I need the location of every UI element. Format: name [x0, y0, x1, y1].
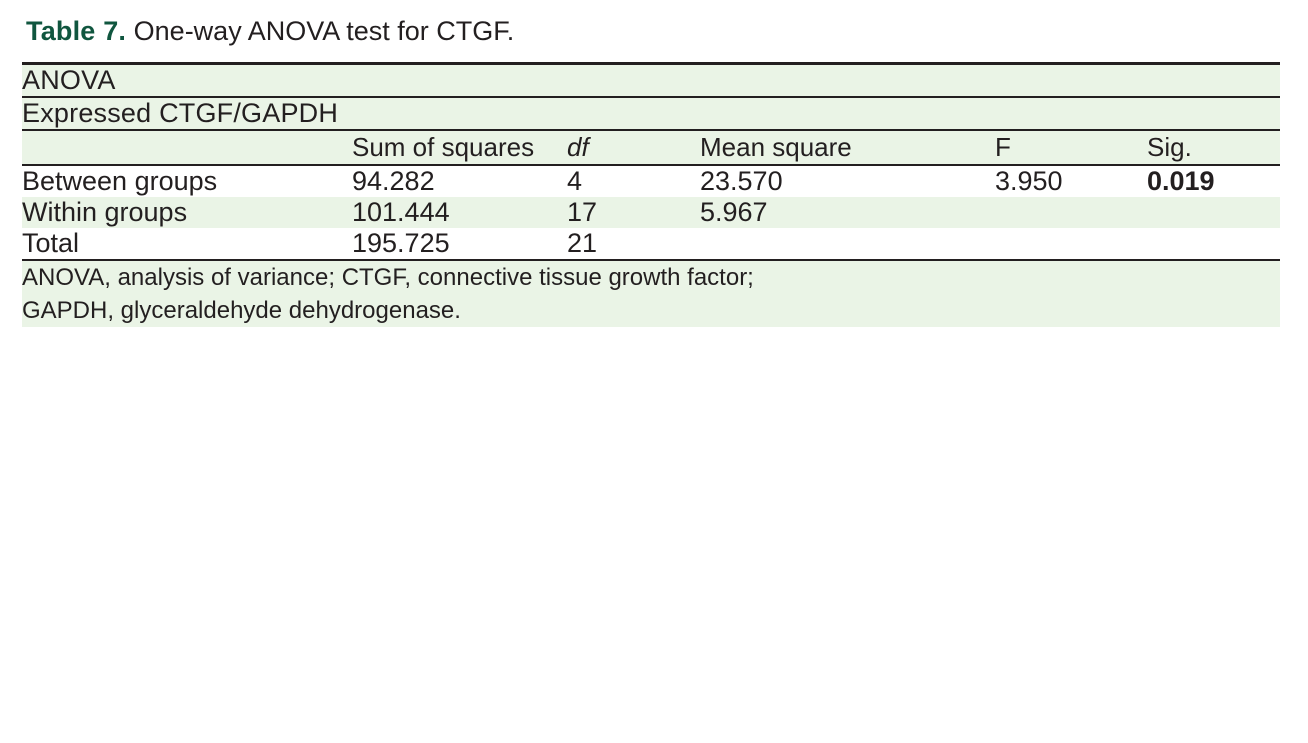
cell-between-f: 3.950	[995, 166, 1063, 196]
column-header-sig: Sig.	[1147, 130, 1280, 165]
cell-within-sum-of-squares: 101.444	[352, 197, 450, 227]
section-title: ANOVA	[22, 64, 1280, 98]
table-row	[22, 165, 1280, 197]
table-column-header-row	[22, 130, 1280, 165]
cell-within-mean-square: 5.967	[700, 197, 768, 227]
table-row	[22, 197, 1280, 228]
cell-total-mean-square	[700, 228, 995, 260]
cell-within-df: 17	[567, 197, 598, 227]
column-header-sum-of-squares: Sum of squares	[352, 130, 567, 165]
table-footnote	[22, 260, 1280, 327]
row-label-between-groups: Between groups	[22, 166, 218, 196]
footnote-line-1: ANOVA, analysis of variance; CTGF, connective tissue growth factor;	[22, 264, 754, 291]
table-subsection-header-row	[22, 97, 1280, 130]
anova-table	[22, 62, 1280, 327]
table-row	[22, 228, 1280, 260]
table-footnote-row	[22, 260, 1280, 327]
row-label-total: Total	[22, 228, 352, 260]
cell-total-sig	[1147, 228, 1280, 260]
table-caption-text: One-way ANOVA test for CTGF.	[133, 16, 515, 46]
column-header-mean-square: Mean square	[700, 130, 995, 165]
table-caption-label: Table 7.	[26, 16, 127, 46]
table-section-header-row	[22, 64, 1280, 98]
cell-total-f	[995, 228, 1147, 260]
cell-between-mean-square: 23.570	[700, 166, 783, 196]
column-header-df: df	[567, 130, 700, 165]
footnote-line-2: GAPDH, glyceraldehyde dehydrogenase.	[22, 297, 461, 324]
cell-within-f	[995, 197, 1147, 228]
column-header-f: F	[995, 130, 1147, 165]
column-header-blank	[22, 130, 352, 165]
table-caption	[26, 14, 1282, 48]
row-label-within-groups: Within groups	[22, 197, 188, 227]
cell-within-sig	[1147, 197, 1280, 228]
cell-between-sum-of-squares: 94.282	[352, 166, 435, 196]
subsection-title: Expressed CTGF/GAPDH	[22, 97, 1280, 130]
cell-between-sig: 0.019	[1147, 166, 1215, 196]
cell-total-df: 21	[567, 228, 700, 260]
cell-total-sum-of-squares: 195.725	[352, 228, 567, 260]
cell-between-df: 4	[567, 166, 583, 196]
